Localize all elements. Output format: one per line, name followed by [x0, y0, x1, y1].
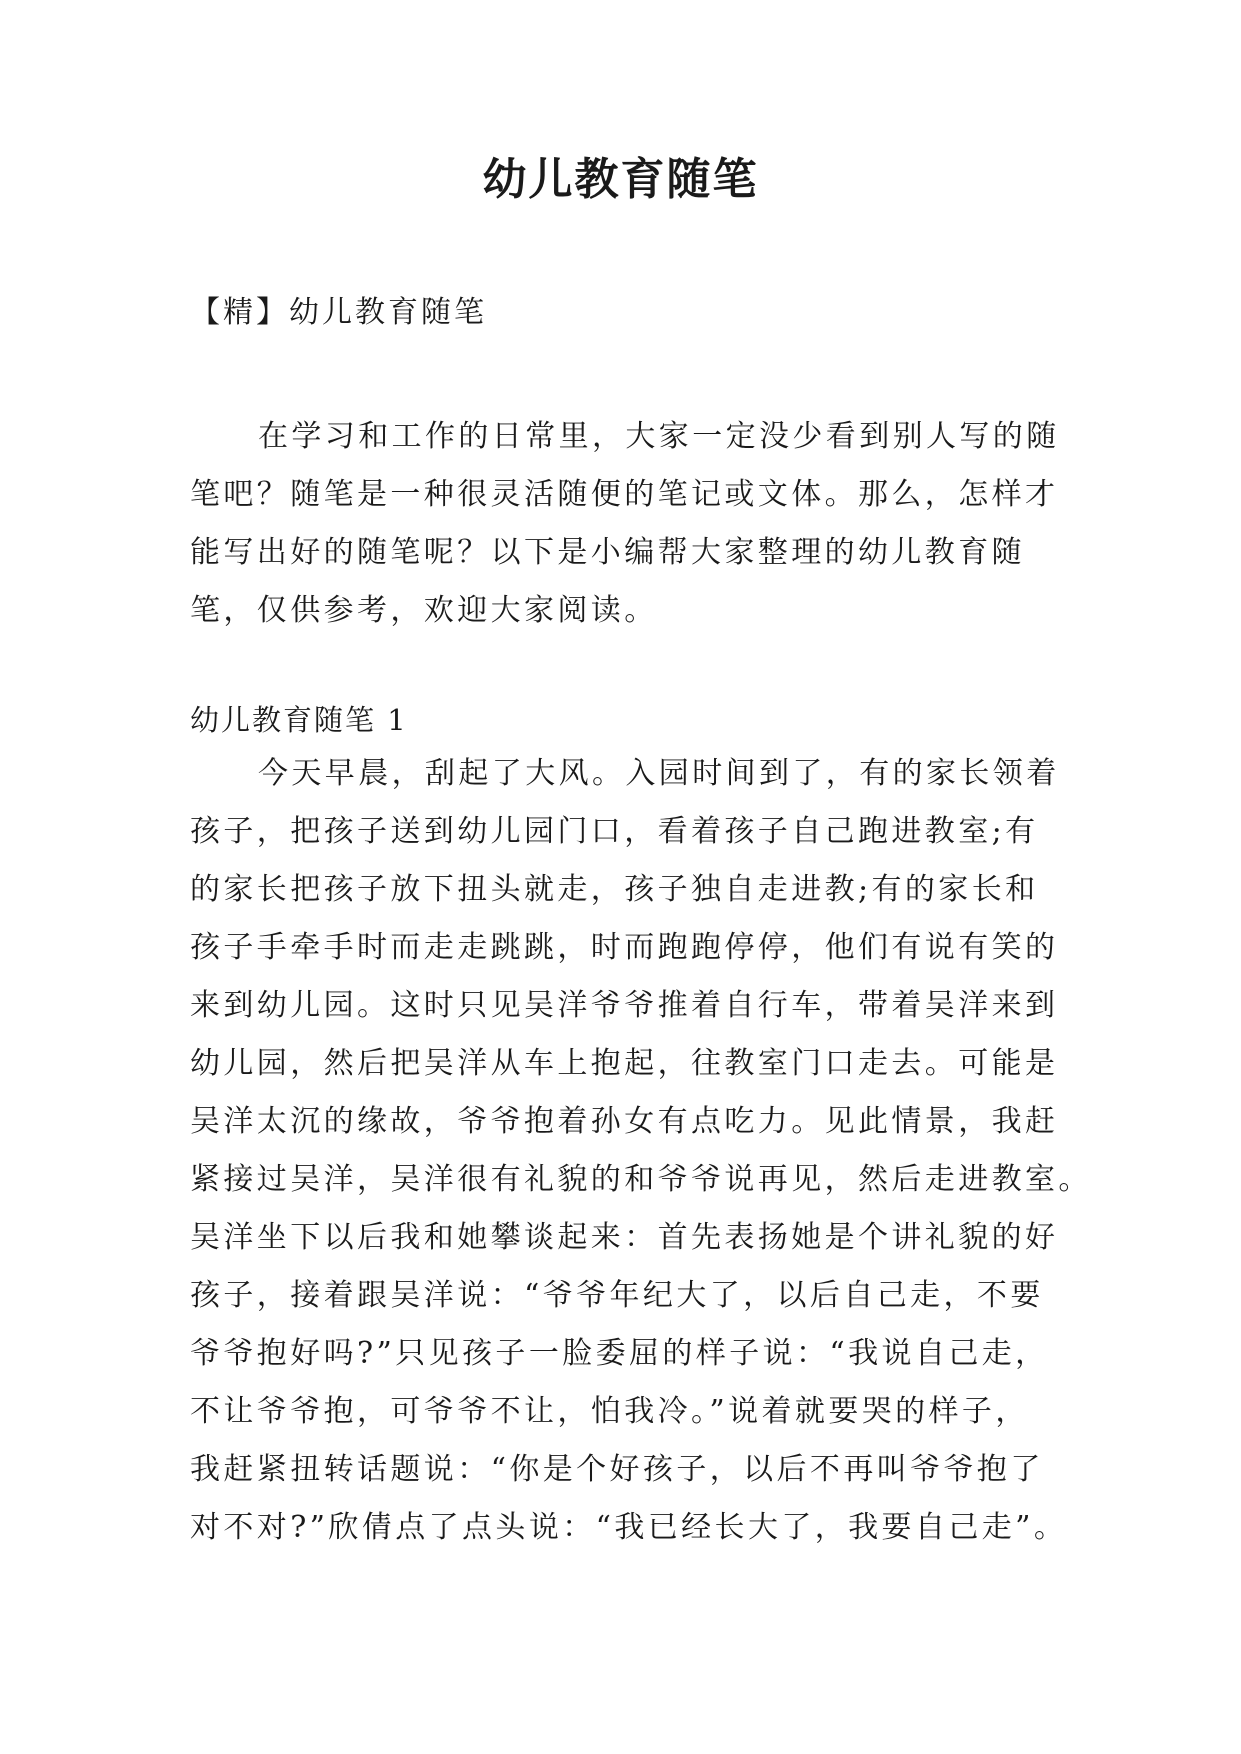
body-line: 我赶紧扭转话题说：“你是个好孩子，以后不再叫爷爷抱了: [190, 1452, 1044, 1487]
intro-line: 在学习和工作的日常里，大家一定没少看到别人写的随: [258, 419, 1060, 454]
body-line: 来到幼儿园。这时只见吴洋爷爷推着自行车，带着吴洋来到: [190, 988, 1059, 1023]
intro-line: 能写出好的随笔呢？以下是小编帮大家整理的幼儿教育随: [190, 535, 1025, 570]
intro-paragraph: [190, 408, 1090, 640]
body-line: 幼儿园，然后把吴洋从车上抱起，往教室门口走去。可能是: [190, 1046, 1059, 1081]
body-line: 孩子，接着跟吴洋说：“爷爷年纪大了，以后自己走，不要: [190, 1278, 1044, 1313]
body-line: 吴洋坐下以后我和她攀谈起来：首先表扬她是个讲礼貌的好: [190, 1220, 1059, 1255]
body-line: 爷爷抱好吗?”只见孩子一脸委屈的样子说：“我说自己走，: [190, 1336, 1049, 1371]
intro-line: 笔，仅供参考，欢迎大家阅读。: [190, 593, 658, 628]
document-subtitle: 【精】幼儿教育随笔: [190, 295, 487, 330]
body-line: 吴洋太沉的缘故，爷爷抱着孙女有点吃力。见此情景，我赶: [190, 1104, 1059, 1139]
body-paragraph: [190, 745, 1090, 1557]
body-line: 孩子，把孩子送到幼儿园门口，看着孩子自己跑进教室;有: [190, 814, 1039, 849]
body-line: 对不对?”欣倩点了点头说：“我已经长大了，我要自己走”。: [190, 1510, 1068, 1545]
body-line: 紧接过吴洋，吴洋很有礼貌的和爷爷说再见，然后走进教室。: [190, 1162, 1092, 1197]
intro-line: 笔吧？随笔是一种很灵活随便的笔记或文体。那么，怎样才: [190, 477, 1059, 512]
section-heading: 幼儿教育随笔 1: [190, 703, 408, 737]
body-line: 孩子手牵手时而走走跳跳，时而跑跑停停，他们有说有笑的: [190, 930, 1059, 965]
body-line: 不让爷爷抱，可爷爷不让，怕我冷。”说着就要哭的样子，: [190, 1394, 1029, 1429]
body-line: 今天早晨，刮起了大风。入园时间到了，有的家长领着: [258, 756, 1060, 791]
document-title: 幼儿教育随笔: [482, 154, 759, 205]
body-line: 的家长把孩子放下扭头就走，孩子独自走进教;有的家长和: [190, 872, 1039, 907]
